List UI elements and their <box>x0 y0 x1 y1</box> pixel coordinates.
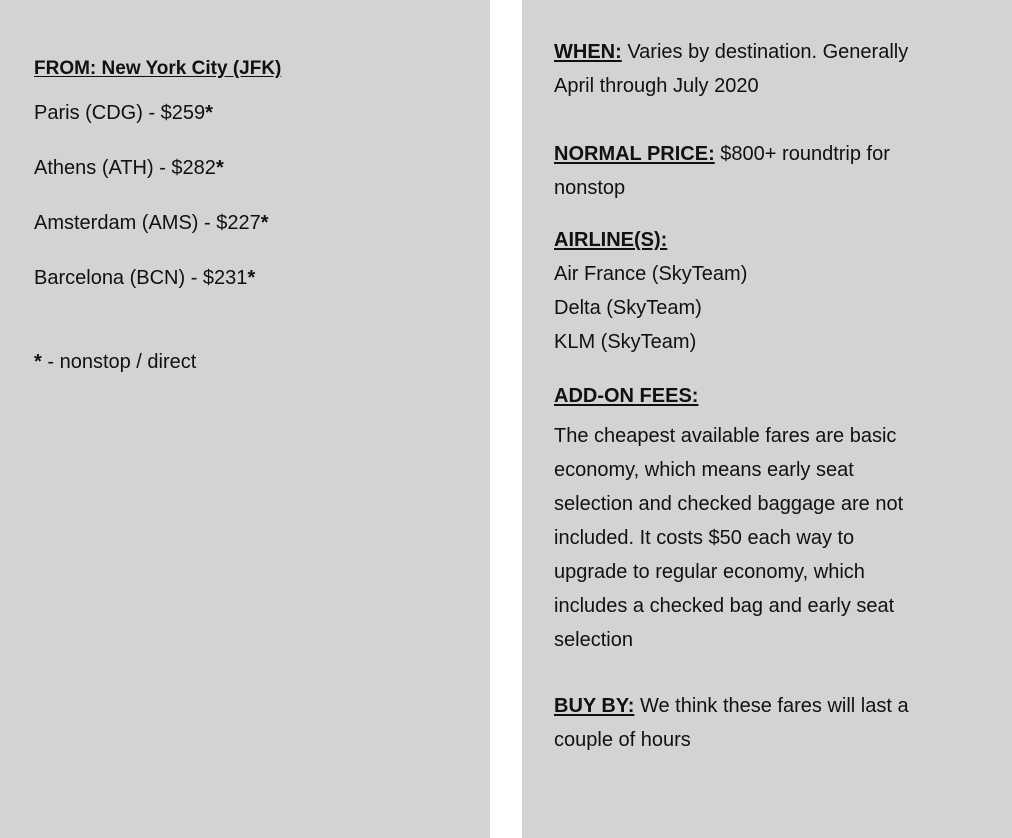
footnote-text: - nonstop / direct <box>41 351 197 373</box>
fees-line: selection and checked baggage are not <box>554 493 904 515</box>
route-text: Paris (CDG) - $259 <box>34 102 206 124</box>
normal-price-section <box>554 137 982 205</box>
normal-price-label: NORMAL PRICE: <box>554 143 715 165</box>
normal-price-text-line2: nonstop <box>554 177 626 199</box>
when-label: WHEN: <box>554 41 622 63</box>
buy-by-text-line2: couple of hours <box>554 729 691 751</box>
nonstop-marker: * <box>247 267 256 289</box>
buy-by-section <box>554 689 982 757</box>
footnote-marker: * <box>34 351 42 373</box>
nonstop-footnote <box>34 350 490 374</box>
add-on-fees-section <box>554 419 982 657</box>
from-heading: FROM: New York City (JFK) <box>34 58 282 79</box>
nonstop-marker: * <box>215 157 224 179</box>
airline-item: KLM (SkyTeam) <box>554 331 697 353</box>
details-panel <box>522 0 1012 838</box>
route-athens <box>34 156 490 180</box>
when-section <box>554 35 982 103</box>
fees-line: includes a checked bag and early seat <box>554 595 895 617</box>
buy-by-label: BUY BY: <box>554 695 635 717</box>
add-on-fees-heading <box>554 379 982 413</box>
route-barcelona <box>34 266 490 290</box>
fees-line: economy, which means early seat <box>554 459 854 481</box>
when-text: Varies by destination. Generally <box>621 41 909 63</box>
route-paris <box>34 101 490 125</box>
route-text: Barcelona (BCN) - $231 <box>34 267 248 289</box>
fees-line: upgrade to regular economy, which <box>554 561 865 583</box>
route-text: Athens (ATH) - $282 <box>34 157 216 179</box>
fees-line: selection <box>554 629 633 651</box>
nonstop-marker: * <box>205 102 213 124</box>
route-text: Amsterdam (AMS) - $227 <box>34 212 261 234</box>
route-amsterdam <box>34 211 490 235</box>
buy-by-text: We think these fares will last a <box>634 695 909 717</box>
airlines-section <box>554 223 982 359</box>
nonstop-marker: * <box>260 212 269 234</box>
fees-line: The cheapest available fares are basic <box>554 425 897 447</box>
route-list <box>34 101 490 290</box>
normal-price-text: $800+ roundtrip for <box>714 143 890 165</box>
fees-line: included. It costs $50 each way to <box>554 527 855 549</box>
add-on-fees-label: ADD-ON FEES: <box>554 385 699 407</box>
airline-item: Delta (SkyTeam) <box>554 297 702 319</box>
airline-item: Air France (SkyTeam) <box>554 263 748 285</box>
airlines-label: AIRLINE(S): <box>554 229 668 251</box>
routes-panel <box>0 0 490 838</box>
when-text-line2: April through July 2020 <box>554 75 759 97</box>
